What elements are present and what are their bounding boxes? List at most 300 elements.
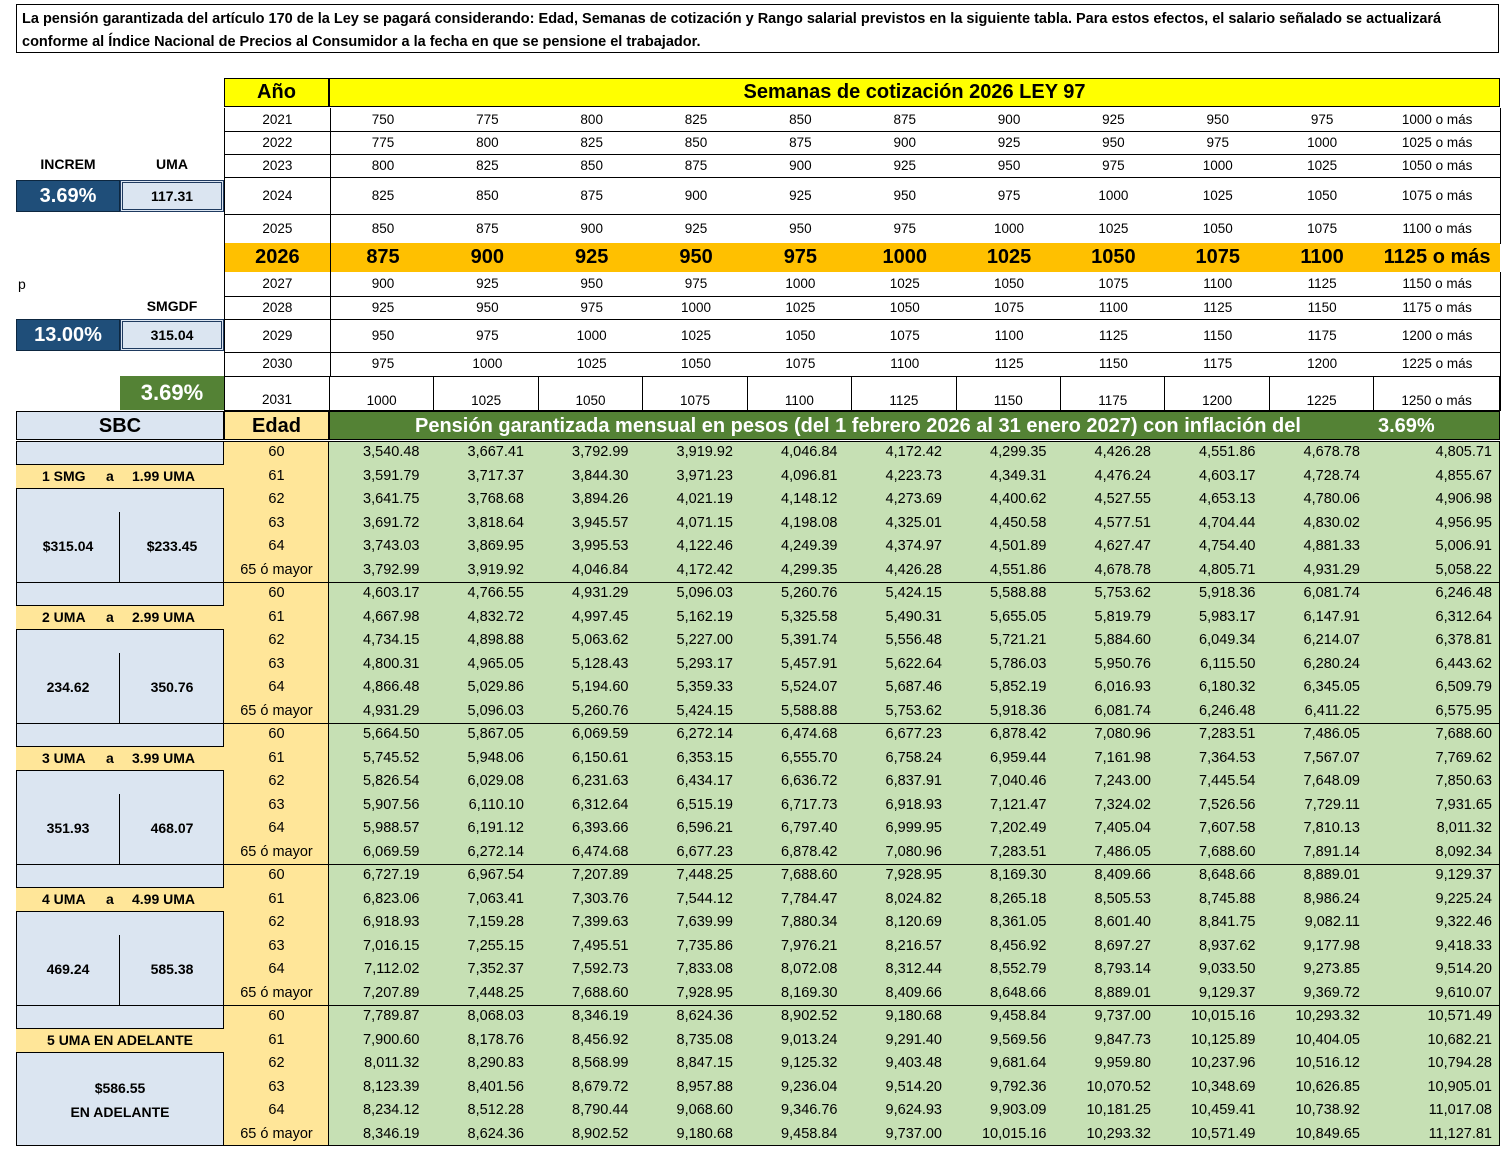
weeks-cell: 850 — [371, 221, 395, 236]
weeks-cell: 975 — [1206, 135, 1230, 150]
pension-cell: 6,378.81 — [1435, 632, 1492, 648]
pension-cell: 6,474.68 — [572, 843, 629, 860]
pension-row — [224, 1005, 1500, 1029]
pension-cell: 4,931.29 — [572, 585, 629, 601]
pension-cell: 10,516.12 — [1295, 1055, 1360, 1071]
weeks-cell: 1150 — [1203, 328, 1233, 343]
pension-cell: 3,971.23 — [676, 467, 733, 484]
pension-header — [329, 411, 1500, 440]
pension-cell: 8,068.03 — [467, 1008, 524, 1024]
pension-cell: 9,458.84 — [990, 1008, 1047, 1024]
pension-cell: 5,950.76 — [1094, 655, 1151, 672]
pension-cell: 10,015.16 — [981, 1125, 1047, 1142]
uma-value[interactable]: 117.31 — [120, 180, 224, 212]
pension-cell: 4,198.08 — [781, 514, 838, 531]
edad-cell: 62 — [268, 773, 285, 789]
salary-range-box — [16, 464, 224, 489]
weeks-cell: 775 — [371, 135, 395, 150]
pension-cell: 9,569.56 — [990, 1031, 1047, 1048]
edad-cell: 65 ó mayor — [240, 843, 313, 860]
pension-cell: 6,918.93 — [885, 796, 942, 813]
weeks-cell: 950 — [476, 300, 499, 315]
pension-cell: 8,648.66 — [990, 984, 1047, 1001]
weeks-cell: 850 — [476, 188, 499, 203]
weeks-row — [224, 272, 1501, 297]
pension-cell: 6,246.48 — [1435, 585, 1492, 601]
pension-cell: 7,810.13 — [1303, 820, 1360, 836]
pension-cell: 7,255.15 — [467, 937, 524, 954]
pension-cell: 7,639.99 — [676, 914, 733, 930]
range-a: a — [106, 468, 114, 484]
pension-cell: 7,283.51 — [990, 843, 1047, 860]
pension-cell: 7,159.28 — [467, 914, 524, 930]
pension-cell: 8,902.52 — [572, 1125, 629, 1142]
pension-cell: 4,249.39 — [781, 538, 838, 554]
pension-cell: 6,081.74 — [1094, 702, 1151, 719]
edad-cell: 64 — [268, 1102, 285, 1118]
weeks-cell: 1050 — [994, 276, 1025, 291]
pension-cell: 7,283.51 — [1199, 726, 1256, 742]
pension-cell: 4,603.17 — [1199, 467, 1256, 484]
pension-cell: 8,790.44 — [572, 1102, 629, 1118]
pension-cell: 7,850.63 — [1435, 773, 1492, 789]
pension-cell: 7,161.98 — [1094, 749, 1151, 766]
pension-cell: 5,096.03 — [467, 702, 524, 719]
weeks-cell: 1175 — [1307, 328, 1337, 343]
pension-cell: 6,509.79 — [1435, 679, 1492, 695]
pension-cell: 9,847.73 — [1094, 1031, 1151, 1048]
pension-cell: 9,322.46 — [1435, 914, 1492, 930]
pension-cell: 7,448.25 — [676, 867, 733, 883]
pension-cell: 8,552.79 — [990, 961, 1047, 977]
salary-range-label: 5 UMA EN ADELANTE — [47, 1032, 193, 1048]
edad-cell: 61 — [268, 1031, 285, 1048]
pension-cell: 8,234.12 — [363, 1102, 420, 1118]
range-to: 2.99 UMA — [132, 609, 196, 625]
pension-row — [224, 817, 1500, 841]
weeks-cell: 975 — [684, 276, 708, 291]
pension-cell: 6,878.42 — [781, 843, 838, 860]
year-cell: 2030 — [224, 352, 331, 376]
weeks-cell: 1175 o más — [1402, 300, 1472, 315]
range-from: 4 UMA — [42, 891, 86, 907]
range-from: 2 UMA — [42, 609, 86, 625]
pension-cell: 4,172.42 — [676, 561, 733, 578]
sbc-value: $315.04 — [42, 538, 94, 554]
pension-cell: 4,805.71 — [1199, 561, 1256, 578]
pension-cell: 9,369.72 — [1303, 984, 1360, 1001]
pension-cell: 3,591.79 — [363, 467, 420, 484]
pension-cell: 4,734.15 — [363, 632, 420, 648]
weeks-cell: 875 — [476, 221, 499, 236]
pension-cell: 3,717.37 — [467, 467, 524, 484]
pension-cell: 7,931.65 — [1435, 796, 1492, 813]
pension-cell: 4,805.71 — [1435, 444, 1492, 460]
weeks-cell: 975 — [476, 328, 499, 343]
pension-cell: 8,456.92 — [572, 1031, 629, 1048]
pension-cell: 6,147.91 — [1303, 608, 1360, 625]
edad-cell: 61 — [268, 749, 285, 766]
pension-cell: 4,299.35 — [990, 444, 1047, 460]
weeks-cell: 900 — [470, 246, 505, 268]
salary-range-box — [16, 887, 224, 912]
pension-cell: 8,072.08 — [781, 961, 838, 977]
pension-cell: 3,995.53 — [572, 538, 629, 554]
pension-cell: 4,349.31 — [990, 467, 1047, 484]
edad-cell: 65 ó mayor — [240, 1125, 313, 1142]
pension-row — [224, 1099, 1500, 1123]
pension-cell: 5,687.46 — [885, 679, 942, 695]
weeks-cell: 1225 o más — [1401, 356, 1473, 371]
sbc-value: 351.93 — [46, 820, 90, 836]
pension-cell: 4,172.42 — [885, 444, 942, 460]
sbc-value: $233.45 — [146, 538, 198, 554]
pension-cell: 6,029.08 — [467, 773, 524, 789]
pension-cell: 8,697.27 — [1094, 937, 1151, 954]
weeks-cell: 1150 — [957, 376, 1061, 410]
weeks-row — [224, 352, 1501, 377]
year-cell: 2031 — [224, 376, 330, 410]
weeks-cell: 1025 — [681, 328, 712, 343]
pension-cell: 6,596.21 — [676, 820, 733, 836]
pension-row — [224, 864, 1500, 888]
pension-cell: 3,919.92 — [676, 444, 733, 460]
weeks-cell: 950 — [679, 246, 713, 268]
weeks-cell: 975 — [893, 221, 916, 236]
pension-cell: 8,624.36 — [467, 1125, 524, 1142]
pension-cell: 8,011.32 — [364, 1055, 420, 1071]
pension-cell: 6,231.63 — [572, 773, 629, 789]
pension-row — [224, 770, 1500, 794]
pension-cell: 3,945.57 — [572, 514, 629, 531]
pension-row — [224, 441, 1500, 465]
edad-header: Edad — [224, 411, 329, 440]
pension-cell: 9,236.04 — [781, 1078, 838, 1095]
edad-cell: 63 — [268, 796, 285, 813]
year-header: Año — [224, 78, 329, 107]
pension-cell: 7,900.60 — [363, 1031, 420, 1048]
weeks-cell: 925 — [684, 221, 708, 236]
pension-cell: 6,150.61 — [572, 749, 629, 766]
pension-cell: 9,068.60 — [676, 1102, 733, 1118]
pension-cell: 6,515.19 — [676, 796, 733, 813]
pension-cell: 8,889.01 — [1303, 867, 1360, 883]
weeks-cell: 1025 — [986, 246, 1032, 268]
pension-row — [224, 935, 1500, 959]
pension-cell: 7,303.76 — [572, 890, 629, 907]
pension-cell: 3,919.92 — [467, 561, 524, 578]
weeks-cell: 925 — [476, 276, 499, 291]
weeks-cell: 1125 — [1098, 328, 1128, 343]
edad-cell: 64 — [268, 679, 285, 695]
pension-cell: 5,907.56 — [363, 796, 420, 813]
pension-cell: 8,178.76 — [467, 1031, 524, 1048]
weeks-cell: 1150 o más — [1402, 276, 1472, 291]
edad-cell: 60 — [268, 726, 285, 742]
pension-cell: 8,024.82 — [885, 890, 942, 907]
pension-cell: 3,792.99 — [363, 561, 420, 578]
pension-cell: 10,571.49 — [1190, 1125, 1256, 1142]
pension-cell: 7,735.86 — [676, 937, 733, 954]
pension-cell: 8,346.19 — [363, 1125, 420, 1142]
pension-cell: 4,830.02 — [1303, 514, 1360, 531]
pension-cell: 8,512.28 — [467, 1102, 524, 1118]
pension-cell: 9,792.36 — [990, 1078, 1047, 1095]
pension-cell: 6,069.59 — [363, 843, 420, 860]
pension-cell: 6,272.14 — [676, 726, 733, 742]
weeks-cell: 900 — [371, 276, 395, 291]
legal-note: La pensión garantizada del artículo 170 de la Ley se pagará considerando: Edad, Semanas de cotización y Rango salarial previstos en la siguiente tabla. Para estos efectos, el salario señalado se actualizará conforme al Índice Nacional de Precios al Consumidor a la fecha en que se pensione el trabajador. — [16, 4, 1499, 53]
sbc-value: $586.55 — [94, 1080, 146, 1096]
sbc-value: 468.07 — [150, 820, 194, 836]
pension-row — [224, 1076, 1500, 1100]
pension-cell: 7,448.25 — [467, 984, 524, 1001]
pension-cell: 9,177.98 — [1303, 937, 1360, 954]
weeks-cell: 925 — [893, 158, 916, 173]
pension-cell: 3,894.26 — [572, 491, 629, 507]
pension-cell: 7,080.96 — [885, 843, 942, 860]
weeks-cell: 1075 — [1098, 276, 1129, 291]
pension-row — [224, 606, 1500, 630]
weeks-row — [224, 108, 1501, 132]
pension-cell: 5,260.76 — [572, 702, 629, 719]
pension-cell: 8,169.30 — [781, 984, 838, 1001]
weeks-cell: 1150 — [1307, 300, 1337, 315]
pension-cell: 8,957.88 — [676, 1078, 733, 1095]
pension-cell: 7,729.11 — [1304, 796, 1360, 813]
pension-cell: 10,682.21 — [1427, 1031, 1492, 1048]
edad-cell: 65 ó mayor — [240, 984, 313, 1001]
weeks-header: Semanas de cotización 2026 LEY 97 — [329, 78, 1500, 107]
pension-cell: 6,823.06 — [363, 890, 420, 907]
weeks-row — [224, 376, 1501, 411]
pension-cell: 4,766.55 — [467, 585, 524, 601]
pension-cell: 7,207.89 — [363, 984, 420, 1001]
pension-cell: 7,688.60 — [1435, 726, 1492, 742]
weeks-cell: 1000 — [1098, 188, 1129, 203]
pension-cell: 4,800.31 — [363, 655, 420, 672]
pension-cell: 8,624.36 — [676, 1008, 733, 1024]
weeks-cell: 975 — [997, 188, 1021, 203]
pension-cell: 9,180.68 — [676, 1125, 733, 1142]
pension-cell: 4,704.44 — [1199, 514, 1256, 531]
pension-cell: 8,409.66 — [1094, 867, 1151, 883]
pension-cell: 8,361.05 — [990, 914, 1047, 930]
pension-cell: 7,243.00 — [1094, 773, 1151, 789]
pension-cell: 6,967.54 — [467, 867, 524, 883]
weeks-cell: 1000 — [681, 300, 712, 315]
weeks-cell: 1125 — [1203, 300, 1233, 315]
pension-cell: 3,792.99 — [572, 444, 629, 460]
pension-cell: 8,735.08 — [676, 1031, 733, 1048]
weeks-cell: 1050 — [889, 300, 920, 315]
pension-cell: 7,121.47 — [990, 796, 1047, 813]
pension-cell: 6,353.15 — [676, 749, 733, 766]
weeks-cell: 850 — [684, 135, 708, 150]
pension-cell: 9,514.20 — [885, 1078, 942, 1095]
pension-row — [224, 1029, 1500, 1053]
pension-cell: 3,667.41 — [467, 444, 524, 460]
weeks-cell: 825 — [371, 188, 395, 203]
pension-cell: 7,592.73 — [572, 961, 629, 977]
pension-cell: 5,918.36 — [990, 702, 1047, 719]
year-cell: 2028 — [224, 296, 331, 319]
pension-cell: 5,918.36 — [1199, 585, 1256, 601]
pension-cell: 10,905.01 — [1427, 1078, 1492, 1095]
pension-cell: 7,040.46 — [990, 773, 1047, 789]
pension-cell: 6,797.40 — [781, 820, 838, 836]
weeks-cell: 1000 — [994, 221, 1025, 236]
pension-cell: 10,794.28 — [1427, 1055, 1492, 1071]
weeks-cell: 950 — [1102, 135, 1125, 150]
pension-cell: 4,728.74 — [1303, 467, 1360, 484]
weeks-cell: 1100 — [1098, 300, 1128, 315]
pension-cell: 9,903.09 — [990, 1102, 1047, 1118]
year-cell: 2029 — [224, 319, 331, 352]
pension-cell: 9,737.00 — [885, 1125, 942, 1142]
pension-cell: 7,784.47 — [781, 890, 838, 907]
pension-row — [224, 841, 1500, 865]
pension-cell: 5,588.88 — [781, 702, 838, 719]
weeks-row — [224, 319, 1501, 353]
pension-cell: 5,664.50 — [363, 726, 420, 742]
pension-cell: 4,832.72 — [467, 608, 524, 625]
weeks-cell: 1000 — [1307, 135, 1338, 150]
pension-cell: 8,745.88 — [1199, 890, 1256, 907]
pension-cell: 8,889.01 — [1094, 984, 1151, 1001]
edad-cell: 62 — [268, 491, 285, 507]
pension-cell: 5,753.62 — [1094, 585, 1151, 601]
weeks-cell: 1025 — [889, 276, 920, 291]
sbc-value: 234.62 — [46, 679, 90, 695]
uma-label: UMA — [156, 156, 188, 172]
pension-row — [224, 958, 1500, 982]
edad-cell: 60 — [268, 867, 285, 883]
range-to: 3.99 UMA — [132, 750, 196, 766]
pension-cell: 8,092.34 — [1435, 843, 1492, 860]
pension-cell: 5,227.00 — [676, 632, 733, 648]
weeks-cell: 1200 — [1165, 376, 1269, 410]
pension-cell: 7,833.08 — [676, 961, 733, 977]
pension-cell: 5,948.06 — [467, 749, 524, 766]
pension-cell: 10,125.89 — [1190, 1031, 1256, 1048]
pension-title: Pensión garantizada mensual en pesos (del 1 febrero 2026 al 31 enero 2027) con inflación del — [415, 415, 1301, 437]
pension-cell: 5,424.15 — [885, 585, 942, 601]
pension-cell: 5,524.07 — [781, 679, 838, 695]
pension-cell: 3,641.75 — [363, 491, 420, 507]
pension-cell: 9,681.64 — [990, 1055, 1047, 1071]
weeks-cell: 875 — [580, 188, 603, 203]
weeks-cell: 1025 — [1098, 221, 1129, 236]
pension-cell: 10,348.69 — [1190, 1078, 1256, 1095]
range-a: a — [106, 750, 114, 766]
pension-cell: 9,291.40 — [885, 1031, 942, 1048]
weeks-row — [224, 243, 1500, 272]
edad-cell: 61 — [268, 467, 285, 484]
pension-row — [224, 465, 1500, 489]
weeks-cell: 925 — [575, 246, 609, 268]
pension-cell: 5,867.05 — [467, 726, 524, 742]
weeks-cell: 1200 o más — [1401, 328, 1473, 343]
pension-cell: 9,346.76 — [781, 1102, 838, 1118]
pension-cell: 7,789.87 — [363, 1008, 420, 1024]
pension-cell: 5,622.64 — [885, 655, 942, 672]
year-cell: 2025 — [224, 214, 331, 243]
weeks-cell: 1075 — [1307, 221, 1338, 236]
pension-cell: 4,374.97 — [885, 538, 942, 554]
pension-cell: 6,393.66 — [572, 820, 629, 836]
pension-cell: 10,070.52 — [1086, 1078, 1151, 1095]
pension-row — [224, 488, 1500, 512]
pension-cell: 4,956.95 — [1435, 514, 1492, 531]
salary-range-box — [16, 605, 224, 630]
pension-cell: 8,409.66 — [885, 984, 942, 1001]
pension-cell: 7,352.37 — [467, 961, 524, 977]
weeks-cell: 975 — [580, 300, 603, 315]
weeks-cell: 950 — [1206, 112, 1230, 127]
pension-cell: 4,754.40 — [1199, 538, 1256, 554]
pension-cell: 4,046.84 — [572, 561, 629, 578]
pension-cell: 6,443.62 — [1435, 655, 1492, 672]
pension-cell: 7,112.02 — [364, 961, 420, 977]
weeks-cell: 1075 — [785, 356, 816, 371]
weeks-row — [224, 177, 1501, 215]
pension-cell: 4,653.13 — [1199, 491, 1256, 507]
edad-cell: 60 — [268, 1008, 285, 1024]
pension-cell: 8,847.15 — [676, 1055, 733, 1071]
pension-cell: 10,293.32 — [1295, 1008, 1360, 1024]
pension-cell: 4,096.81 — [781, 467, 838, 484]
pension-cell: 7,880.34 — [781, 914, 838, 930]
edad-cell: 61 — [268, 890, 285, 907]
weeks-cell: 850 — [580, 158, 603, 173]
pension-cell: 9,033.50 — [1199, 961, 1256, 977]
pension-cell: 9,514.20 — [1435, 961, 1492, 977]
pension-cell: 7,445.54 — [1199, 773, 1256, 789]
pension-cell: 8,312.44 — [885, 961, 942, 977]
pension-cell: 7,486.05 — [1303, 726, 1360, 742]
pension-cell: 7,891.14 — [1303, 843, 1360, 860]
pension-cell: 4,426.28 — [1094, 444, 1151, 460]
pension-cell: 6,636.72 — [781, 773, 838, 789]
pension-cell: 7,607.58 — [1199, 820, 1256, 836]
edad-cell: 65 ó mayor — [240, 702, 313, 719]
smgdf-value[interactable]: 315.04 — [120, 319, 224, 351]
pension-cell: 8,937.62 — [1199, 937, 1256, 954]
pension-cell: 8,648.66 — [1199, 867, 1256, 883]
pension-row — [224, 794, 1500, 818]
pension-row — [224, 888, 1500, 912]
p-label: p — [18, 276, 26, 292]
pension-cell: 8,986.24 — [1303, 890, 1360, 907]
pension-cell: 5,325.58 — [781, 608, 838, 625]
pension-cell: 7,544.12 — [676, 890, 733, 907]
range-from: 1 SMG — [42, 468, 86, 484]
pension-row — [224, 723, 1500, 747]
weeks-cell: 900 — [789, 158, 812, 173]
pension-cell: 5,556.48 — [885, 632, 942, 648]
year-cell: 2023 — [224, 154, 331, 177]
pension-cell: 4,223.73 — [885, 467, 942, 484]
pension-cell: 7,399.63 — [572, 914, 629, 930]
pension-cell: 8,216.57 — [885, 937, 942, 954]
weeks-cell: 750 — [371, 112, 395, 127]
pension-cell: 7,405.04 — [1094, 820, 1151, 836]
pension-cell: 7,648.09 — [1303, 773, 1360, 789]
pension-cell: 6,069.59 — [572, 726, 629, 742]
pension-cell: 8,568.99 — [572, 1055, 629, 1071]
pension-cell: 4,678.78 — [1094, 561, 1151, 578]
